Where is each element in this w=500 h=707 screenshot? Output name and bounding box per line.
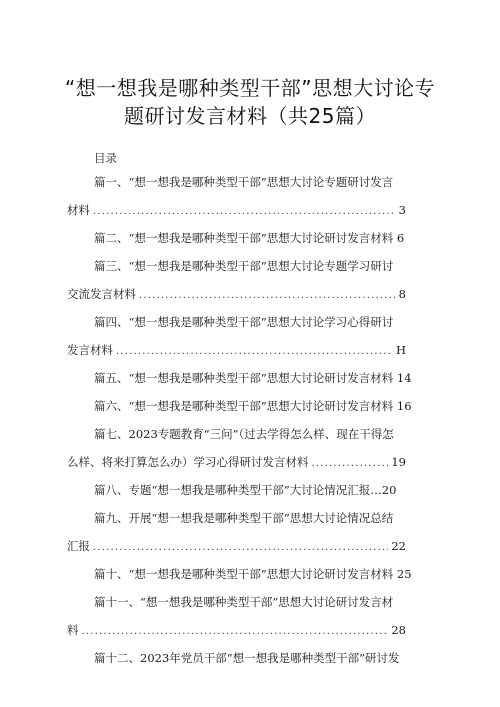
toc-entry-6[interactable]: 篇六、“想一想我是哪种类型干部”思想大讨论研讨发言材料 16	[94, 399, 412, 413]
toc-entry-8[interactable]: 篇八、专题“想一想我是哪种类型干部”大讨论情况汇报…20	[94, 483, 397, 497]
document-title-line-2: 题研讨发言材料（共25篇）	[124, 104, 376, 128]
toc-entry-9-continued[interactable]	[67, 539, 406, 555]
toc-entry-text: 料	[67, 623, 79, 637]
toc-page-number: 8	[398, 287, 406, 301]
toc-page-number: 28	[391, 623, 406, 637]
toc-entry-5[interactable]: 篇五、“想一想我是哪种类型干部”思想大讨论研讨发言材料 14	[94, 371, 412, 385]
toc-entry-4-continued[interactable]	[67, 343, 406, 359]
toc-entry-text: 交流发言材料	[67, 287, 136, 301]
toc-entry-text: 材料	[67, 203, 90, 217]
toc-entry-3-continued[interactable]	[67, 287, 406, 303]
toc-entry-7[interactable]: 篇七、2023专题教育“三问”（过去学得怎么样、现在干得怎	[94, 427, 394, 441]
toc-entry-12[interactable]: 篇十二、2023年党员干部“想一想我是哪种类型干部”研讨发	[94, 651, 400, 665]
toc-entry-11[interactable]: 篇十一、“想一想我是哪种类型干部”思想大讨论研讨发言材	[94, 595, 394, 609]
toc-entry-text: 汇报	[67, 539, 90, 553]
toc-entry-4[interactable]: 篇四、“想一想我是哪种类型干部”思想大讨论学习心得研讨	[94, 315, 394, 329]
dot-leader	[82, 625, 389, 639]
toc-entry-11-continued[interactable]	[67, 623, 406, 639]
toc-entry-text: 么样、将来打算怎么办）学习心得研讨发言材料	[67, 455, 309, 469]
toc-page-number: 19	[391, 455, 406, 469]
toc-entry-9[interactable]: 篇九、开展“想一想我是哪种类型干部”思想大讨论情况总结	[94, 511, 394, 525]
dot-leader	[93, 541, 388, 555]
toc-heading: 目录	[94, 151, 117, 165]
toc-entry-text: 发言材料	[67, 343, 113, 357]
toc-entry-7-continued[interactable]	[67, 455, 406, 471]
toc-page-number: 3	[398, 203, 406, 217]
dot-leader	[116, 345, 393, 359]
toc-entry-3[interactable]: 篇三、“想一想我是哪种类型干部”思想大讨论专题学习研讨	[94, 259, 394, 273]
dot-leader	[139, 289, 396, 303]
toc-page-number: 22	[391, 539, 406, 553]
toc-entry-1[interactable]: 篇一、“想一想我是哪种类型干部”思想大讨论专题研讨发言	[94, 175, 394, 189]
toc-page-number: H	[395, 343, 406, 357]
toc-entry-10[interactable]: 篇十、“想一想我是哪种类型干部”思想大讨论研讨发言材料 25	[94, 567, 412, 581]
document-title-line-1: “想一想我是哪种类型干部”思想大讨论专	[64, 76, 436, 100]
toc-entry-1-continued[interactable]	[67, 203, 406, 219]
toc-entry-2[interactable]: 篇二、“想一想我是哪种类型干部”思想大讨论研讨发言材料 6	[94, 231, 405, 245]
dot-leader	[93, 205, 396, 219]
dot-leader	[312, 457, 389, 471]
